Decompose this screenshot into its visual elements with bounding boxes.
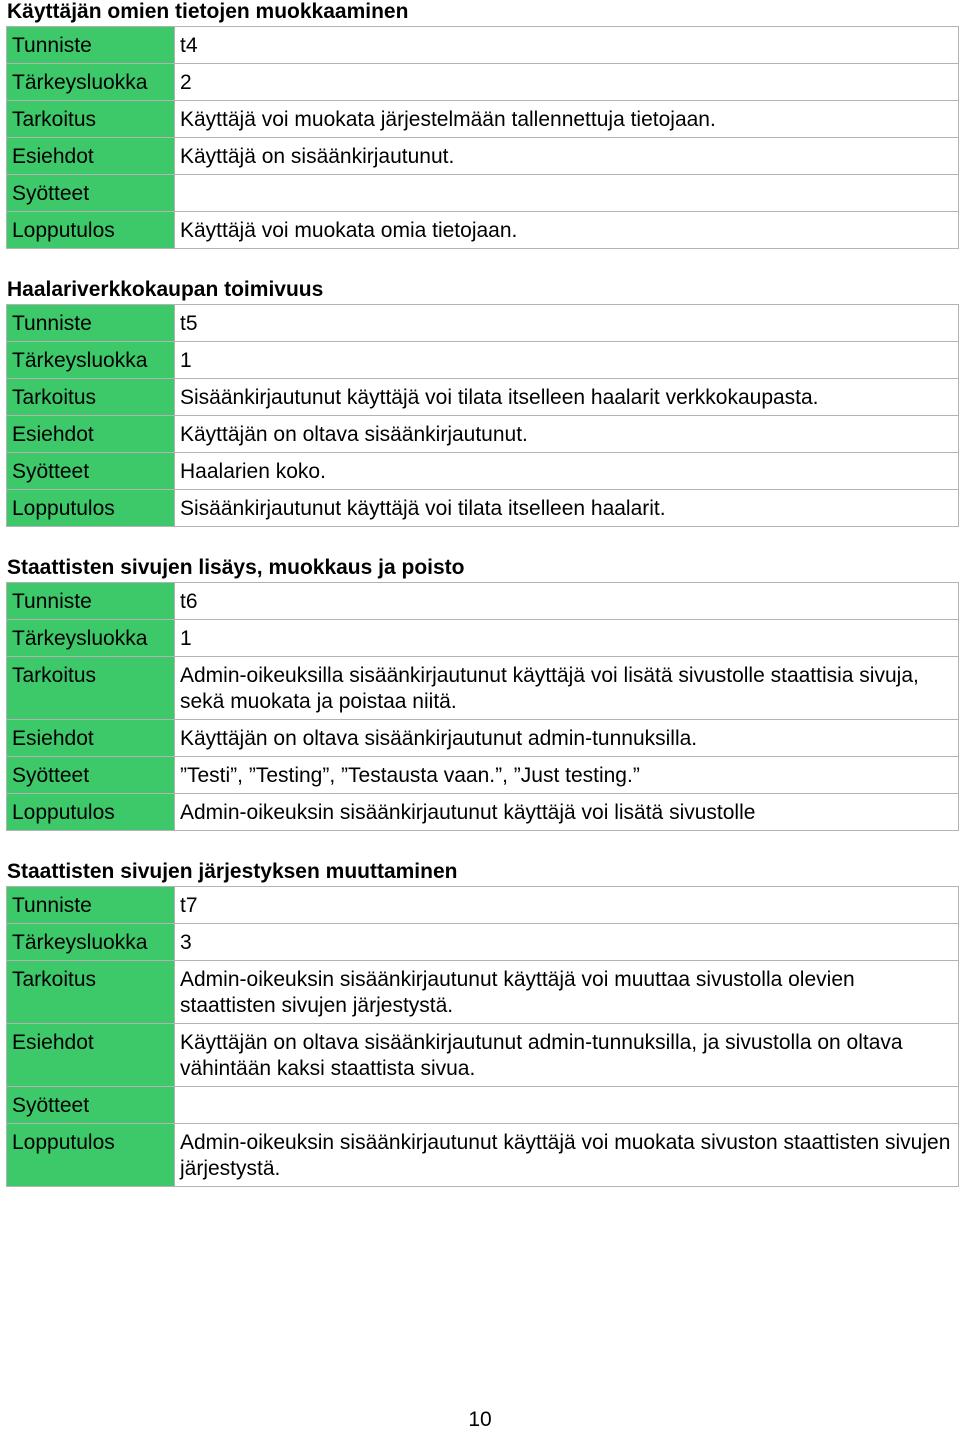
section-title-t5: Haalariverkkokaupan toimivuus xyxy=(7,278,324,301)
table-row-esiehdot xyxy=(7,416,959,453)
table-row-esiehdot xyxy=(7,138,959,175)
label-syotteet: Syötteet xyxy=(7,175,175,212)
label-tarkoitus: Tarkoitus xyxy=(7,379,175,416)
value-tarkoitus: Admin-oikeuksin sisäänkirjautunut käyttäjä voi muuttaa sivustolla olevien staattisten sivujen järjestystä. xyxy=(175,961,959,1024)
label-esiehdot: Esiehdot xyxy=(7,416,175,453)
spec-table-t6 xyxy=(6,582,959,831)
value-esiehdot: Käyttäjä on sisäänkirjautunut. xyxy=(175,138,959,175)
value-esiehdot: Käyttäjän on oltava sisäänkirjautunut admin-tunnuksilla. xyxy=(175,720,959,757)
value-syotteet: Haalarien koko. xyxy=(175,453,959,490)
label-esiehdot: Esiehdot xyxy=(7,1024,175,1087)
table-row-tarkeysluokka xyxy=(7,620,959,657)
table-row-syotteet xyxy=(7,757,959,794)
label-tarkoitus: Tarkoitus xyxy=(7,657,175,720)
label-tarkeysluokka: Tärkeysluokka xyxy=(7,924,175,961)
value-tunniste: t6 xyxy=(175,583,959,620)
table-row-tarkoitus xyxy=(7,101,959,138)
value-lopputulos: Sisäänkirjautunut käyttäjä voi tilata itselleen haalarit. xyxy=(175,490,959,527)
table-row-lopputulos xyxy=(7,212,959,249)
value-lopputulos: Admin-oikeuksin sisäänkirjautunut käyttäjä voi lisätä sivustolle xyxy=(175,794,959,831)
table-row-tarkeysluokka xyxy=(7,342,959,379)
value-tarkeysluokka: 1 xyxy=(175,342,959,379)
table-row-syotteet xyxy=(7,1087,959,1124)
value-lopputulos: Admin-oikeuksin sisäänkirjautunut käyttäjä voi muokata sivuston staattisten sivujen järjestystä. xyxy=(175,1124,959,1187)
label-tunniste: Tunniste xyxy=(7,27,175,64)
value-tarkoitus: Sisäänkirjautunut käyttäjä voi tilata itselleen haalarit verkkokaupasta. xyxy=(175,379,959,416)
value-tarkeysluokka: 2 xyxy=(175,64,959,101)
table-row-tarkeysluokka xyxy=(7,64,959,101)
label-lopputulos: Lopputulos xyxy=(7,490,175,527)
label-tarkeysluokka: Tärkeysluokka xyxy=(7,64,175,101)
label-syotteet: Syötteet xyxy=(7,1087,175,1124)
label-lopputulos: Lopputulos xyxy=(7,1124,175,1187)
table-row-esiehdot xyxy=(7,1024,959,1087)
table-row-syotteet xyxy=(7,175,959,212)
section-title-t4: Käyttäjän omien tietojen muokkaaminen xyxy=(7,0,409,23)
spec-table-t4 xyxy=(6,26,959,249)
label-lopputulos: Lopputulos xyxy=(7,212,175,249)
label-syotteet: Syötteet xyxy=(7,453,175,490)
label-tunniste: Tunniste xyxy=(7,305,175,342)
table-row-syotteet xyxy=(7,453,959,490)
table-row-lopputulos xyxy=(7,794,959,831)
table-row-tarkoitus xyxy=(7,961,959,1024)
value-tarkoitus: Käyttäjä voi muokata järjestelmään tallennettuja tietojaan. xyxy=(175,101,959,138)
value-syotteet xyxy=(175,1087,959,1124)
label-esiehdot: Esiehdot xyxy=(7,138,175,175)
label-esiehdot: Esiehdot xyxy=(7,720,175,757)
value-tunniste: t7 xyxy=(175,887,959,924)
section-title-t6: Staattisten sivujen lisäys, muokkaus ja poisto xyxy=(7,556,465,579)
spec-table-t7 xyxy=(6,886,959,1187)
table-row-tunniste xyxy=(7,305,959,342)
label-lopputulos: Lopputulos xyxy=(7,794,175,831)
value-tarkoitus: Admin-oikeuksilla sisäänkirjautunut käyttäjä voi lisätä sivustolle staattisia sivuja, sekä muokata ja poistaa niitä. xyxy=(175,657,959,720)
value-syotteet: ”Testi”, ”Testing”, ”Testausta vaan.”, ”Just testing.” xyxy=(175,757,959,794)
value-tarkeysluokka: 1 xyxy=(175,620,959,657)
value-tunniste: t4 xyxy=(175,27,959,64)
spec-table-t5 xyxy=(6,304,959,527)
table-row-tunniste xyxy=(7,583,959,620)
table-row-tunniste xyxy=(7,887,959,924)
value-esiehdot: Käyttäjän on oltava sisäänkirjautunut. xyxy=(175,416,959,453)
table-row-tunniste xyxy=(7,27,959,64)
value-lopputulos: Käyttäjä voi muokata omia tietojaan. xyxy=(175,212,959,249)
value-tunniste: t5 xyxy=(175,305,959,342)
label-tunniste: Tunniste xyxy=(7,887,175,924)
table-row-lopputulos xyxy=(7,490,959,527)
label-tarkoitus: Tarkoitus xyxy=(7,101,175,138)
value-esiehdot: Käyttäjän on oltava sisäänkirjautunut admin-tunnuksilla, ja sivustolla on oltava vähintään kaksi staattista sivua. xyxy=(175,1024,959,1087)
table-row-lopputulos xyxy=(7,1124,959,1187)
table-row-tarkoitus xyxy=(7,657,959,720)
table-row-tarkoitus xyxy=(7,379,959,416)
page-number: 10 xyxy=(468,1408,492,1431)
label-tarkeysluokka: Tärkeysluokka xyxy=(7,620,175,657)
label-tarkeysluokka: Tärkeysluokka xyxy=(7,342,175,379)
table-row-tarkeysluokka xyxy=(7,924,959,961)
document-page xyxy=(6,0,959,1187)
value-syotteet xyxy=(175,175,959,212)
section-title-t7: Staattisten sivujen järjestyksen muuttaminen xyxy=(7,860,458,883)
label-tarkoitus: Tarkoitus xyxy=(7,961,175,1024)
label-syotteet: Syötteet xyxy=(7,757,175,794)
value-tarkeysluokka: 3 xyxy=(175,924,959,961)
label-tunniste: Tunniste xyxy=(7,583,175,620)
table-row-esiehdot xyxy=(7,720,959,757)
